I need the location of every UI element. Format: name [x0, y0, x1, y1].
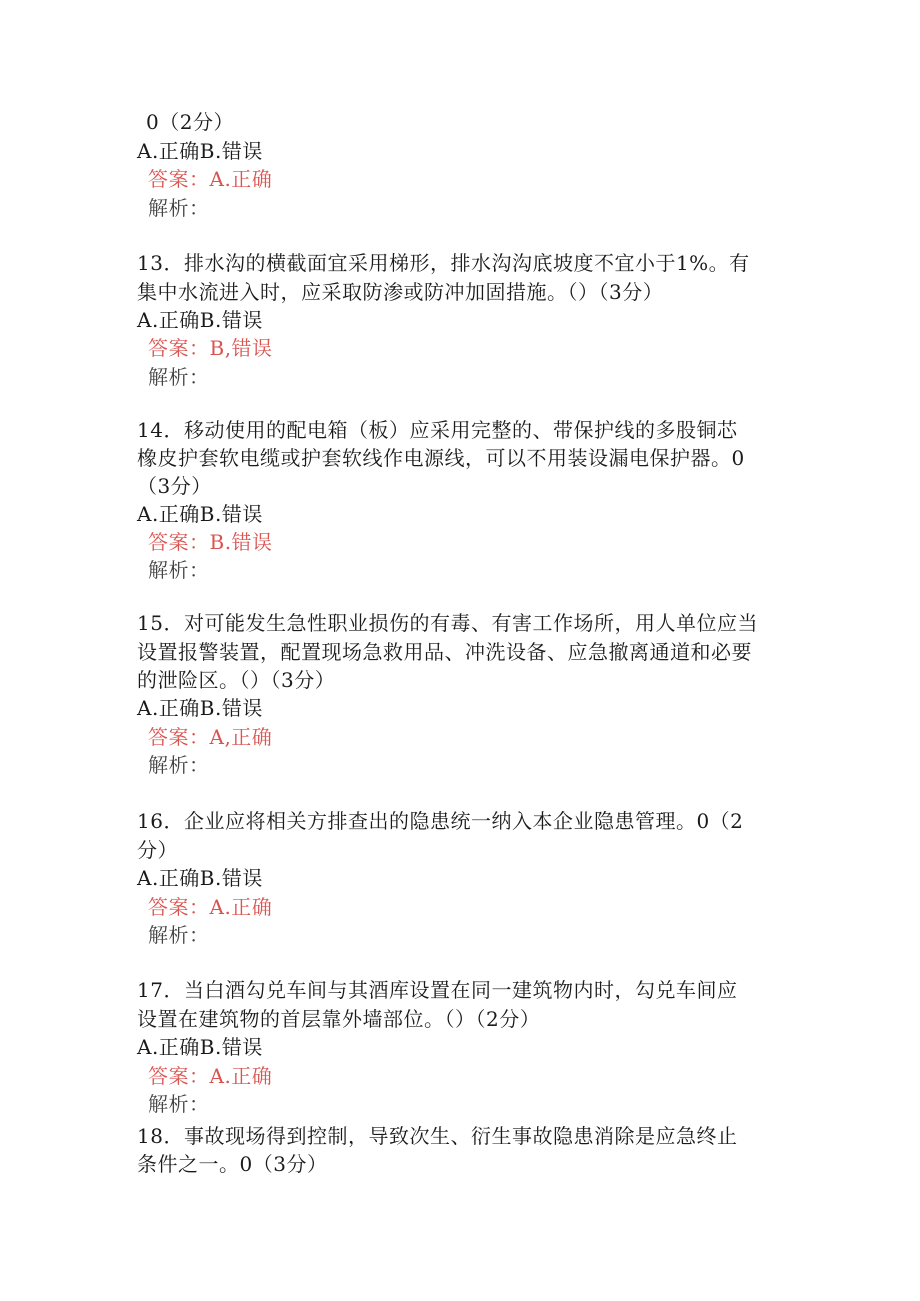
question-12-answer: 答案：A.正确 [148, 167, 273, 191]
question-15-line-3: 的泄险区。（）（3分） [137, 668, 336, 692]
question-14-explanation: 解析： [148, 558, 210, 582]
question-14-options: A.正确B.错误 [137, 502, 263, 526]
question-17-line-1: 17．当白酒勾兑车间与其酒库设置在同一建筑物内时，勾兑车间应 [137, 978, 738, 1002]
question-12-options: A.正确B.错误 [137, 139, 263, 163]
question-16-line-1: 16．企业应将相关方排查出的隐患统一纳入本企业隐患管理。0（2 [137, 809, 744, 833]
question-14-answer: 答案：B.错误 [148, 530, 273, 554]
question-16-explanation: 解析： [148, 923, 210, 947]
question-16-line-2: 分） [137, 838, 178, 862]
question-13-explanation: 解析： [148, 365, 210, 389]
question-15-line-1: 15．对可能发生急性职业损伤的有毒、有害工作场所，用人单位应当 [137, 611, 758, 635]
question-17-options: A.正确B.错误 [137, 1035, 263, 1059]
question-15-line-2: 设置报警装置，配置现场急救用品、冲洗设备、应急撤离通道和必要 [137, 640, 752, 664]
question-14-line-3: （3分） [137, 474, 212, 498]
question-12-stem-tail: 0（2分） [146, 110, 234, 134]
question-16-options: A.正确B.错误 [137, 866, 263, 890]
question-12-explanation: 解析： [148, 196, 210, 220]
question-17-line-2: 设置在建筑物的首层靠外墙部位。（）（2分） [137, 1007, 541, 1031]
question-15-explanation: 解析： [148, 753, 210, 777]
question-13-options: A.正确B.错误 [137, 308, 263, 332]
question-15-options: A.正确B.错误 [137, 696, 263, 720]
question-18-line-1: 18．事故现场得到控制，导致次生、衍生事故隐患消除是应急终止 [137, 1124, 738, 1148]
question-16-answer: 答案：A.正确 [148, 895, 273, 919]
question-15-answer: 答案：A,正确 [148, 725, 273, 749]
question-13-line-2: 集中水流进入时，应采取防渗或防冲加固措施。（）（3分） [137, 280, 664, 304]
question-13-line-1: 13．排水沟的横截面宜采用梯形，排水沟沟底坡度不宜小于1%。有 [137, 251, 750, 275]
question-14-line-1: 14．移动使用的配电箱（板）应采用完整的、带保护线的多股铜芯 [137, 418, 738, 442]
question-13-answer: 答案：B,错误 [148, 336, 273, 360]
question-17-answer: 答案：A.正确 [148, 1064, 273, 1088]
question-17-explanation: 解析： [148, 1092, 210, 1116]
question-14-line-2: 橡皮护套软电缆或护套软线作电源线，可以不用装设漏电保护器。0 [137, 446, 745, 470]
question-18-line-2: 条件之一。0（3分） [137, 1152, 328, 1176]
